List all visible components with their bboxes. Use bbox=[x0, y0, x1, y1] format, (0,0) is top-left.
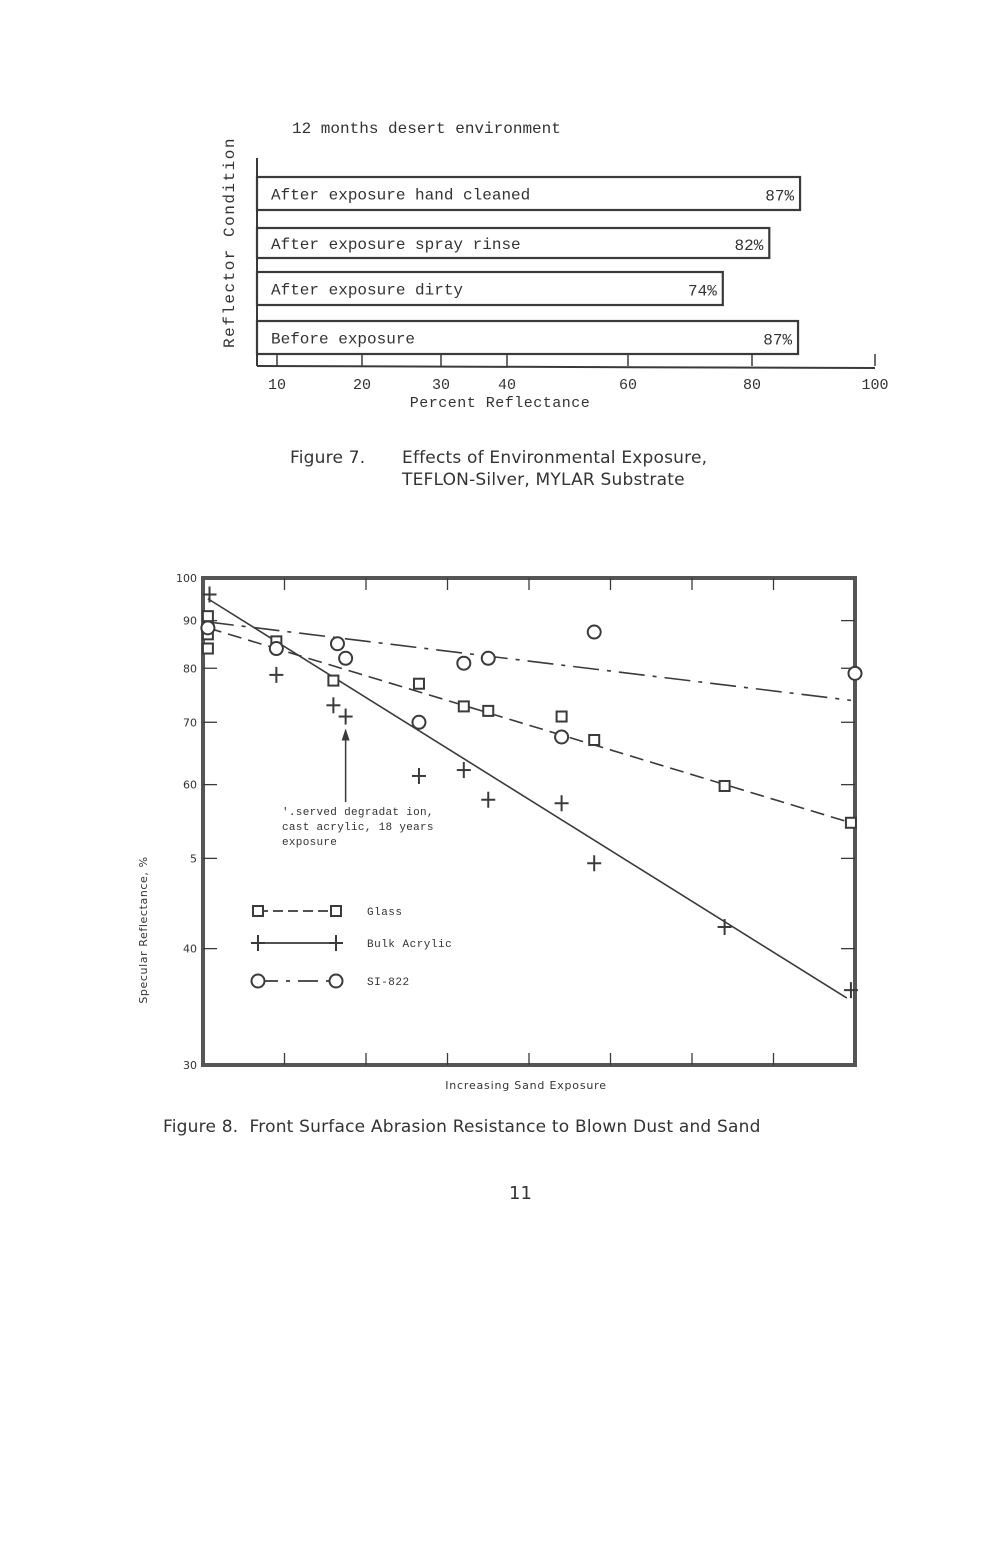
annotation-text-line: ′.served degradat ion, bbox=[282, 807, 434, 819]
annotation-text-line: cast acrylic, 18 years bbox=[282, 822, 434, 834]
figure-7-caption bbox=[290, 447, 707, 491]
y-axis-label: Specular Reflectance, % bbox=[137, 856, 150, 1004]
legend-label: Bulk Acrylic bbox=[367, 939, 453, 951]
data-point-si-822 bbox=[482, 652, 495, 665]
fit-line-bulk-acrylic bbox=[208, 599, 847, 998]
data-point-bulk-acrylic bbox=[481, 792, 495, 808]
data-point-si-822 bbox=[201, 621, 214, 634]
legend bbox=[251, 906, 452, 989]
data-point-bulk-acrylic bbox=[326, 697, 340, 713]
data-point-bulk-acrylic bbox=[269, 667, 283, 683]
bar bbox=[257, 177, 800, 210]
data-point-si-822 bbox=[339, 652, 352, 665]
data-point-si-822 bbox=[555, 730, 568, 743]
x-tick-label: 20 bbox=[352, 377, 372, 394]
bar-category-label: Before exposure bbox=[271, 330, 416, 349]
bar-value-label: 87% bbox=[763, 331, 793, 350]
x-tick-label: 60 bbox=[618, 377, 638, 394]
annotation-arrow-head bbox=[342, 729, 350, 741]
bar-value-label: 87% bbox=[765, 187, 795, 206]
data-point-glass bbox=[328, 676, 338, 686]
figure-7-caption-line1: Effects of Environmental Exposure, bbox=[402, 448, 708, 468]
x-axis-label: Increasing Sand Exposure bbox=[445, 1079, 607, 1092]
y-tick-label: 60 bbox=[183, 778, 197, 792]
legend-label: Glass bbox=[367, 907, 403, 919]
bar-category-label: After exposure spray rinse bbox=[271, 236, 521, 254]
bar-category-label: After exposure dirty bbox=[271, 281, 464, 300]
fit-lines bbox=[208, 599, 851, 998]
figure-7-caption-label: Figure 7. bbox=[290, 448, 366, 468]
data-point-bulk-acrylic bbox=[339, 709, 353, 725]
legend-marker bbox=[330, 975, 343, 988]
bar bbox=[257, 321, 798, 354]
legend-marker bbox=[329, 935, 343, 951]
legend-marker bbox=[253, 906, 263, 916]
data-point-si-822 bbox=[588, 626, 601, 639]
figure-8-caption: Figure 8. Front Surface Abrasion Resistance to Blown Dust and Sand bbox=[163, 1117, 761, 1137]
bar bbox=[257, 228, 769, 258]
data-point-si-822 bbox=[331, 637, 344, 650]
legend-marker bbox=[251, 935, 265, 951]
chart-title: 12 months desert environment bbox=[292, 120, 561, 138]
data-point-glass bbox=[720, 781, 730, 791]
bar-category-label: After exposure hand cleaned bbox=[271, 186, 531, 205]
y-tick-label: 5​ bbox=[190, 852, 197, 866]
data-point-si-822 bbox=[270, 642, 283, 655]
page-number: 11 bbox=[509, 1183, 532, 1204]
data-point-si-822 bbox=[849, 667, 862, 680]
legend-marker bbox=[331, 906, 341, 916]
legend-item-si-822 bbox=[252, 975, 410, 990]
x-ticks bbox=[268, 354, 889, 394]
x-axis-label: Percent Reflectance bbox=[409, 395, 591, 412]
data-point-glass bbox=[846, 818, 856, 828]
x-tick-label: 30 bbox=[431, 377, 451, 394]
x-tick-label: 100 bbox=[861, 377, 889, 394]
data-point-glass bbox=[203, 644, 213, 654]
data-point-glass bbox=[483, 706, 493, 716]
y-tick-label: 100 bbox=[176, 572, 197, 585]
data-point-bulk-acrylic bbox=[555, 795, 569, 811]
legend-item-bulk-acrylic bbox=[251, 935, 452, 951]
data-point-bulk-acrylic bbox=[587, 855, 601, 871]
y-tick-label: 90 bbox=[183, 614, 197, 628]
annotation bbox=[282, 729, 434, 849]
y-tick-label: 70 bbox=[183, 716, 197, 730]
data-point-bulk-acrylic bbox=[457, 762, 471, 778]
data-point-glass bbox=[203, 611, 213, 621]
annotation-text-line: exposure bbox=[282, 837, 338, 849]
fit-line-glass bbox=[208, 628, 851, 823]
x-tick-label: 80 bbox=[742, 377, 762, 394]
x-tick-label: 10 bbox=[267, 377, 287, 394]
fit-line-si-822 bbox=[208, 622, 851, 700]
x-axis-line bbox=[257, 366, 875, 368]
figure-7-caption-line2: TEFLON-Silver, MYLAR Substrate bbox=[402, 470, 685, 490]
bar-value-label: 82% bbox=[734, 237, 764, 255]
data-point-bulk-acrylic bbox=[718, 919, 732, 935]
data-point-si-822 bbox=[457, 657, 470, 670]
data-point-glass bbox=[557, 712, 567, 722]
bar-value-label: 74% bbox=[687, 282, 717, 301]
data-points bbox=[201, 587, 861, 999]
data-point-bulk-acrylic bbox=[412, 768, 426, 784]
data-point-glass bbox=[414, 679, 424, 689]
y-tick-label: 30 bbox=[183, 1059, 197, 1072]
y-tick-label: 80 bbox=[183, 662, 197, 676]
x-tick-label: 40 bbox=[497, 377, 517, 394]
y-tick-label: 40 bbox=[183, 942, 197, 956]
data-point-glass bbox=[589, 735, 599, 745]
bars bbox=[257, 177, 800, 354]
legend-label: SI-822 bbox=[367, 977, 410, 989]
legend-marker bbox=[252, 975, 265, 988]
bar bbox=[257, 272, 723, 305]
data-point-glass bbox=[459, 701, 469, 711]
data-point-si-822 bbox=[412, 716, 425, 729]
legend-item-glass bbox=[253, 906, 403, 919]
y-axis-label: Reflector Condition bbox=[221, 137, 239, 348]
figure-8-scatter-chart bbox=[0, 550, 1000, 1110]
